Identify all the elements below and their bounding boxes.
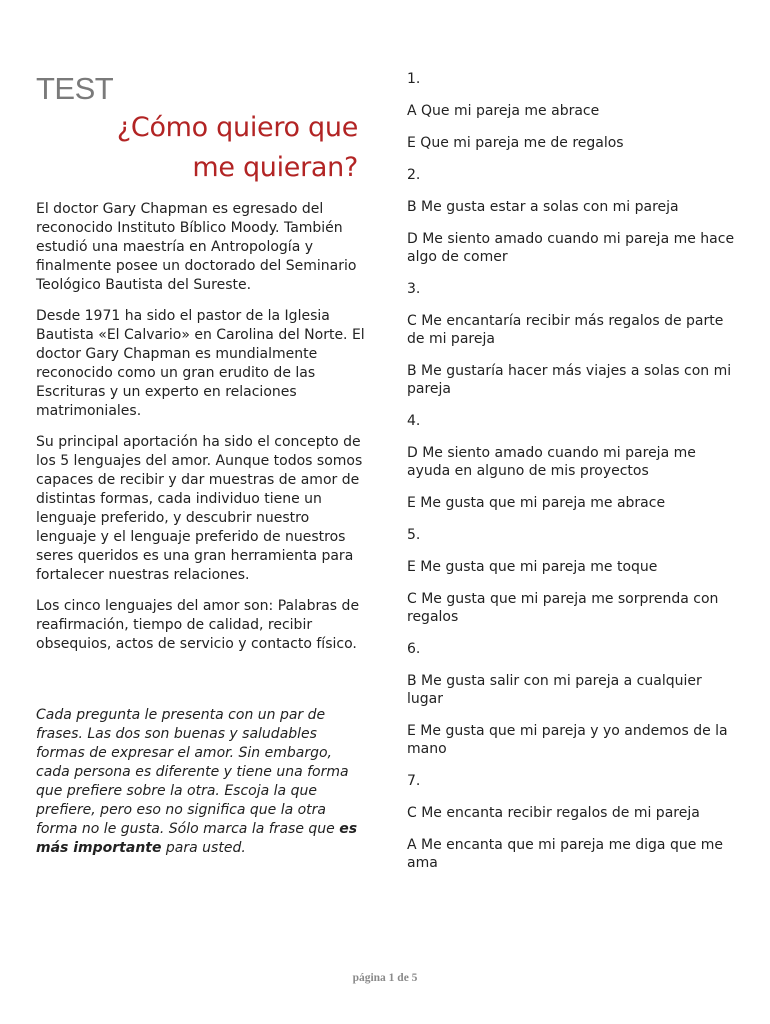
question-option: C Me gusta que mi pareja me sorprenda con regalos <box>407 591 719 625</box>
question-number: 5. <box>407 527 421 543</box>
question-option: B Me gusta estar a solas con mi pareja <box>407 199 679 215</box>
question-option: C Me encanta recibir regalos de mi pareja <box>407 805 700 821</box>
question-option: C Me encantaría recibir más regalos de parte de mi pareja <box>407 313 724 347</box>
question-option: D Me siento amado cuando mi pareja me ayuda en alguno de mis proyectos <box>407 445 696 479</box>
question-5 <box>407 526 737 626</box>
instructions-paragraph <box>36 706 366 858</box>
question-number: 7. <box>407 773 421 789</box>
question-number: 6. <box>407 641 421 657</box>
question-option: B Me gustaría hacer más viajes a solas con mi pareja <box>407 363 732 397</box>
question-option: E Que mi pareja me de regalos <box>407 135 624 151</box>
instructions-emphasis: es más importante <box>36 821 358 856</box>
question-option: A Que mi pareja me abrace <box>407 103 600 119</box>
title-line-2: me quieran? <box>192 152 358 183</box>
question-4 <box>407 412 737 512</box>
question-option: E Me gusta que mi pareja y yo andemos de la mano <box>407 723 728 757</box>
page-title <box>36 108 366 188</box>
question-2 <box>407 166 737 266</box>
question-7 <box>407 772 737 872</box>
title-line-1: ¿Cómo quiero que <box>116 112 358 143</box>
intro-paragraph: El doctor Gary Chapman es egresado del reconocido Instituto Bíblico Moody. También estudió una maestría en Antropología y finalmente posee un doctorado del Seminario Teológico Bautista del Sureste. <box>36 201 357 293</box>
questions-column <box>407 70 737 886</box>
question-number: 1. <box>407 71 421 87</box>
question-3 <box>407 280 737 398</box>
intro-paragraph: Los cinco lenguajes del amor son: Palabras de reafirmación, tiempo de calidad, recibir obsequios, actos de servicio y contacto físico. <box>36 598 360 652</box>
intro-column <box>36 70 366 858</box>
question-option: E Me gusta que mi pareja me toque <box>407 559 658 575</box>
intro-paragraph: Su principal aportación ha sido el concepto de los 5 lenguajes del amor. Aunque todos somos capaces de recibir y dar muestras de amor de distintas formas, cada individuo tiene un lenguaje preferido, y descubrir nuestro lenguaje y el lenguaje preferido de nuestros seres queridos es una gran herramienta para fortalecer nuestras relaciones. <box>36 434 363 583</box>
question-option: B Me gusta salir con mi pareja a cualquier lugar <box>407 673 702 707</box>
question-6 <box>407 640 737 758</box>
instructions-text: Cada pregunta le presenta con un par de frases. Las dos son buenas y saludables formas de expresar el amor. Sin embargo, cada persona es diferente y tiene una forma que prefiere sobre la otra. Escoja la que prefiere, pero eso no significa que la otra forma no le gusta. Sólo marca la frase que <box>36 707 349 837</box>
question-option: E Me gusta que mi pareja me abrace <box>407 495 666 511</box>
page-number-footer: página 1 de 5 <box>352 972 418 984</box>
question-number: 2. <box>407 167 421 183</box>
test-kicker: TEST <box>36 71 114 106</box>
question-number: 3. <box>407 281 421 297</box>
question-1 <box>407 70 737 152</box>
instructions-text-end: para usted. <box>161 840 246 856</box>
question-option: D Me siento amado cuando mi pareja me hace algo de comer <box>407 231 735 265</box>
question-number: 4. <box>407 413 421 429</box>
intro-paragraph: Desde 1971 ha sido el pastor de la Iglesia Bautista «El Calvario» en Carolina del Norte. El doctor Gary Chapman es mundialmente reconocido como un gran erudito de las Escrituras y un experto en relaciones matrimoniales. <box>36 308 365 419</box>
question-option: A Me encanta que mi pareja me diga que me ama <box>407 837 724 871</box>
